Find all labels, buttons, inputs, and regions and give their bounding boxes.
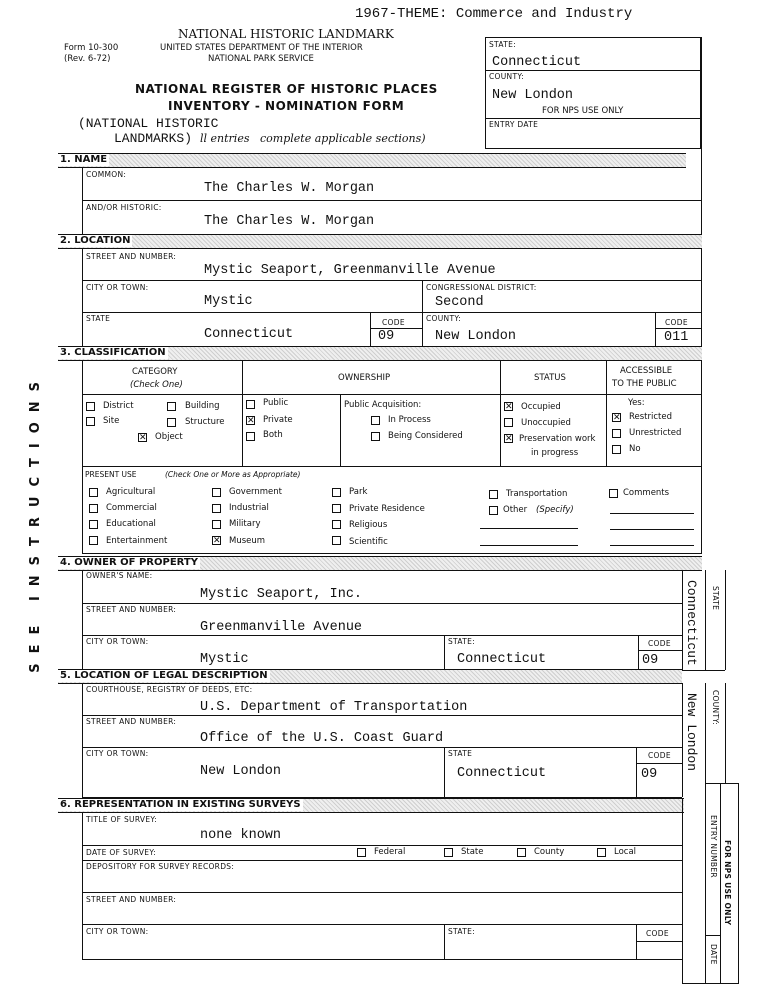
accessible-header: ACCESSIBLE	[620, 366, 673, 376]
park-checkbox[interactable]	[332, 488, 341, 497]
landmark-stamp-2: LANDMARKS)	[114, 131, 193, 146]
instructions-fragment: ll entries	[200, 132, 250, 145]
accessible-header-2: TO THE PUBLIC	[612, 379, 677, 389]
owner-street-label: STREET AND NUMBER:	[86, 605, 177, 614]
location-state-code: 09	[378, 329, 395, 344]
owner-city-label: CITY OR TOWN:	[86, 637, 149, 646]
unrestricted-checkbox[interactable]	[612, 429, 621, 438]
survey-code-label: CODE	[646, 929, 669, 938]
status-header: STATUS	[534, 373, 566, 383]
structure-label: Structure	[185, 417, 225, 427]
industrial-label: Industrial	[229, 503, 269, 513]
form-revision: (Rev. 6-72)	[64, 54, 111, 64]
museum-checkbox[interactable]: ✕	[213, 536, 221, 546]
side-county: New London	[684, 693, 699, 772]
legal-code: 09	[641, 767, 658, 782]
entry-date-label: ENTRY DATE	[489, 120, 539, 129]
site-checkbox[interactable]	[86, 417, 95, 426]
courthouse-label: COURTHOUSE, REGISTRY OF DEEDS, ETC:	[86, 685, 253, 694]
museum-label: Museum	[229, 536, 266, 546]
unrestricted-label: Unrestricted	[629, 428, 682, 438]
county-survey-checkbox[interactable]	[517, 848, 526, 857]
section-surveys-bar	[58, 798, 684, 813]
building-label: Building	[185, 401, 220, 411]
federal-checkbox[interactable]	[357, 848, 366, 857]
location-street: Mystic Seaport, Greenmanville Avenue	[204, 263, 496, 278]
survey-title-label: TITLE OF SURVEY:	[86, 815, 158, 824]
other-checkbox[interactable]	[489, 506, 498, 515]
legal-street-label: STREET AND NUMBER:	[86, 717, 177, 726]
entertainment-label: Entertainment	[106, 536, 168, 546]
unoccupied-checkbox[interactable]	[504, 418, 513, 427]
military-checkbox[interactable]	[212, 520, 221, 529]
park-label: Park	[349, 487, 368, 497]
courthouse: U.S. Department of Transportation	[200, 700, 468, 715]
location-city-label: CITY OR TOWN:	[86, 283, 149, 292]
both-checkbox[interactable]	[246, 432, 255, 441]
military-label: Military	[229, 519, 261, 529]
private-residence-label: Private Residence	[349, 504, 425, 514]
other-label: Other	[503, 505, 528, 515]
landmark-heading: NATIONAL HISTORIC LANDMARK	[178, 27, 394, 41]
scientific-label: Scientific	[349, 537, 388, 547]
county-survey-label: County	[534, 847, 565, 857]
religious-label: Religious	[349, 520, 388, 530]
educational-label: Educational	[106, 519, 156, 529]
section-legal-title: 5. LOCATION OF LEGAL DESCRIPTION	[60, 670, 268, 681]
private-checkbox[interactable]: ✕	[247, 416, 255, 426]
side-date: DATE	[709, 944, 718, 965]
legal-street: Office of the U.S. Coast Guard	[200, 731, 444, 746]
survey-street-label: STREET AND NUMBER:	[86, 895, 177, 904]
instructions-note: complete applicable sections)	[260, 132, 426, 145]
private-label: Private	[263, 415, 293, 425]
private-residence-checkbox[interactable]	[332, 504, 341, 513]
ownership-header: OWNERSHIP	[338, 373, 391, 383]
present-use-note: (Check One or More as Appropriate)	[165, 470, 301, 479]
restricted-checkbox[interactable]: ✕	[613, 413, 621, 423]
public-acquisition-label: Public Acquisition:	[344, 400, 422, 410]
section-location-bar	[58, 234, 702, 249]
agricultural-checkbox[interactable]	[89, 488, 98, 497]
location-county-label: COUNTY:	[426, 314, 462, 323]
side-state-label: STATE	[711, 586, 720, 611]
entertainment-checkbox[interactable]	[89, 536, 98, 545]
common-label: COMMON:	[86, 170, 127, 179]
building-checkbox[interactable]	[167, 402, 176, 411]
side-county-label: COUNTY:	[711, 690, 720, 726]
nps-use-only: FOR NPS USE ONLY	[542, 106, 624, 116]
preservation-label: Preservation work	[519, 434, 596, 444]
legal-state: Connecticut	[457, 766, 547, 781]
theme-line: 1967-THEME: Commerce and Industry	[355, 6, 633, 22]
legal-city: New London	[200, 764, 282, 779]
owner-city: Mystic	[200, 652, 249, 667]
owner-state: Connecticut	[457, 652, 547, 667]
local-survey-checkbox[interactable]	[597, 848, 606, 857]
owner-code: 09	[642, 653, 659, 668]
federal-label: Federal	[374, 847, 406, 857]
side-entry-number: ENTRY NUMBER	[709, 815, 718, 878]
structure-checkbox[interactable]	[167, 418, 176, 427]
section-owner-title: 4. OWNER OF PROPERTY	[60, 557, 198, 568]
section-surveys-title: 6. REPRESENTATION IN EXISTING SURVEYS	[60, 799, 301, 810]
commercial-checkbox[interactable]	[89, 504, 98, 513]
category-check-one: (Check One)	[130, 380, 183, 390]
historic-name: The Charles W. Morgan	[204, 214, 375, 229]
agricultural-label: Agricultural	[106, 487, 156, 497]
no-label: No	[629, 444, 641, 454]
survey-city-label: CITY OR TOWN:	[86, 927, 149, 936]
section-classification-title: 3. CLASSIFICATION	[60, 347, 166, 358]
section-location-title: 2. LOCATION	[60, 235, 131, 246]
state-survey-checkbox[interactable]	[444, 848, 453, 857]
see-instructions-label: SEE INSTRUCTIONS	[28, 372, 43, 673]
owner-state-label: STATE:	[448, 637, 475, 646]
depository-label: DEPOSITORY FOR SURVEY RECORDS:	[86, 862, 235, 871]
legal-state-label: STATE	[448, 749, 473, 758]
location-county-code: 011	[664, 330, 689, 345]
survey-state-label: STATE:	[448, 927, 475, 936]
occupied-label: Occupied	[521, 402, 561, 412]
survey-date-label: DATE OF SURVEY:	[86, 848, 157, 857]
box-county-label: COUNTY:	[489, 72, 525, 81]
box-state-value: Connecticut	[492, 55, 582, 70]
object-checkbox[interactable]: ✕	[139, 433, 147, 443]
location-state: Connecticut	[204, 327, 294, 342]
scientific-checkbox[interactable]	[332, 536, 341, 545]
owner-name-label: OWNER'S NAME:	[86, 571, 153, 580]
preservation-label-2: in progress	[531, 448, 579, 458]
owner-street: Greenmanville Avenue	[200, 620, 363, 635]
occupied-checkbox[interactable]: ✕	[505, 402, 513, 412]
category-header: CATEGORY	[132, 367, 178, 377]
service-heading: NATIONAL PARK SERVICE	[208, 54, 314, 64]
location-city: Mystic	[204, 294, 253, 309]
section-name-title: 1. NAME	[60, 154, 108, 165]
form-number: Form 10-300	[64, 43, 119, 53]
object-label: Object	[155, 432, 183, 442]
historic-label: AND/OR HISTORIC:	[86, 203, 162, 212]
legal-code-label: CODE	[648, 751, 671, 760]
both-label: Both	[263, 430, 283, 440]
district-label: District	[103, 401, 134, 411]
landmark-stamp: (NATIONAL HISTORIC	[78, 116, 219, 131]
present-use-label: PRESENT USE	[85, 470, 137, 479]
owner-code-label: CODE	[648, 639, 671, 648]
public-checkbox[interactable]	[246, 400, 255, 409]
form-title: NATIONAL REGISTER OF HISTORIC PLACES	[135, 82, 438, 96]
location-street-label: STREET AND NUMBER:	[86, 252, 177, 261]
being-considered-label: Being Considered	[388, 431, 463, 441]
congressional-district: Second	[435, 295, 484, 310]
common-name: The Charles W. Morgan	[204, 181, 375, 196]
congressional-label: CONGRESSIONAL DISTRICT:	[426, 283, 537, 292]
preservation-checkbox[interactable]: ✕	[505, 434, 513, 444]
government-checkbox[interactable]	[212, 488, 221, 497]
owner-name: Mystic Seaport, Inc.	[200, 587, 363, 602]
location-state-code-label: CODE	[382, 318, 405, 327]
being-considered-checkbox[interactable]	[371, 432, 380, 441]
in-process-label: In Process	[388, 415, 431, 425]
comments-checkbox[interactable]	[609, 489, 618, 498]
survey-title: none known	[200, 828, 282, 843]
local-survey-label: Local	[614, 847, 637, 857]
form-subtitle: INVENTORY - NOMINATION FORM	[168, 99, 405, 113]
legal-city-label: CITY OR TOWN:	[86, 749, 149, 758]
section-name-bar	[58, 153, 686, 168]
district-checkbox[interactable]	[86, 402, 95, 411]
state-survey-label: State	[461, 847, 484, 857]
site-label: Site	[103, 416, 120, 426]
side-state: Connecticut	[684, 580, 699, 666]
section-classification-bar	[58, 346, 702, 361]
location-state-label: STATE	[86, 314, 111, 323]
no-checkbox[interactable]	[612, 445, 621, 454]
transportation-label: Transportation	[506, 489, 568, 499]
government-label: Government	[229, 487, 283, 497]
box-county-value: New London	[492, 88, 574, 103]
side-nps-use-only: FOR NPS USE ONLY	[723, 840, 732, 926]
comments-label: Comments	[623, 488, 670, 498]
in-process-checkbox[interactable]	[371, 416, 380, 425]
location-county: New London	[435, 329, 517, 344]
other-specify: (Specify)	[536, 505, 574, 515]
public-label: Public	[263, 398, 289, 408]
section-legal-bar	[58, 669, 682, 684]
transportation-checkbox[interactable]	[489, 490, 498, 499]
location-county-code-label: CODE	[665, 318, 688, 327]
section-owner-bar	[58, 556, 702, 571]
box-state-label: STATE:	[489, 40, 516, 49]
religious-checkbox[interactable]	[332, 520, 341, 529]
industrial-checkbox[interactable]	[212, 504, 221, 513]
commercial-label: Commercial	[106, 503, 157, 513]
unoccupied-label: Unoccupied	[521, 418, 571, 428]
educational-checkbox[interactable]	[89, 520, 98, 529]
restricted-label: Restricted	[629, 412, 673, 422]
department-heading: UNITED STATES DEPARTMENT OF THE INTERIOR	[160, 43, 363, 53]
yes-label: Yes:	[628, 398, 645, 408]
